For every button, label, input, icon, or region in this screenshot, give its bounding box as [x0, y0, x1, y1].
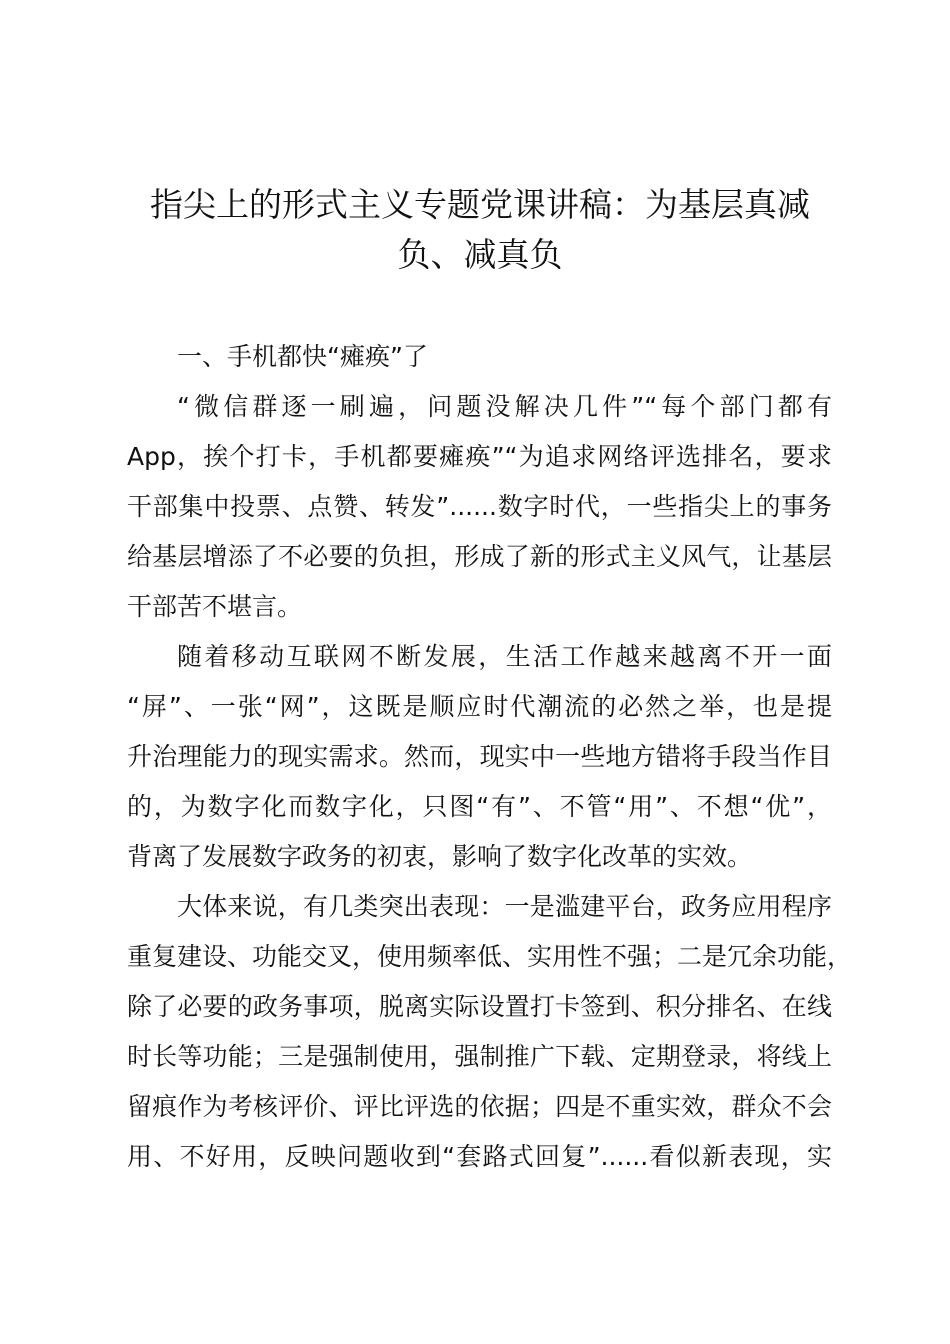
paragraph-line: 重复建设、功能交叉，使用频率低、实用性不强；二是冗余功能， [127, 942, 853, 971]
paragraph-line: 留痕作为考核评价、评比评选的依据；四是不重实效，群众不会 [127, 1092, 832, 1121]
paragraph-2 [127, 632, 832, 882]
paragraph-3 [127, 882, 853, 1182]
paragraph-line: 大体来说，有几类突出表现：一是滥建平台，政务应用程序 [177, 892, 832, 921]
document-title [110, 180, 850, 280]
paragraph-line: 随着移动互联网不断发展，生活工作越来越离不开一面 [177, 642, 832, 671]
paragraph-line: 给基层增添了不必要的负担，形成了新的形式主义风气，让基层 [127, 542, 832, 571]
section-heading: 一、手机都快“瘫痪”了 [177, 342, 428, 371]
paragraph-line: 用、不好用，反映问题收到“套路式回复”......看似新表现，实 [127, 1142, 832, 1171]
paragraph-line: 干部集中投票、点赞、转发”......数字时代，一些指尖上的事务 [127, 492, 832, 521]
title-line: 负、减真负 [397, 235, 563, 274]
paragraph-line: App，挨个打卡，手机都要瘫痪”“为追求网络评选排名，要求 [127, 442, 832, 471]
document-body [127, 332, 853, 1182]
paragraph-line: “微信群逐一刷遍，问题没解决几件”“每个部门都有 [177, 392, 832, 421]
paragraph-line: 升治理能力的现实需求。然而，现实中一些地方错将手段当作目 [127, 742, 832, 771]
paragraph-1 [127, 382, 832, 632]
title-line: 指尖上的形式主义专题党课讲稿：为基层真减 [150, 185, 810, 224]
paragraph-line: 时长等功能；三是强制使用，强制推广下载、定期登录，将线上 [127, 1042, 832, 1071]
paragraph-line: 除了必要的政务事项，脱离实际设置打卡签到、积分排名、在线 [127, 992, 832, 1021]
paragraph-line: 的，为数字化而数字化，只图“有”、不管“用”、不想“优”， [127, 792, 832, 821]
paragraph-line: “屏”、一张“网”，这既是顺应时代潮流的必然之举，也是提 [127, 692, 832, 721]
paragraph-line: 干部苦不堪言。 [127, 592, 303, 621]
paragraph-line: 背离了发展数字政务的初衷，影响了数字化改革的实效。 [127, 842, 753, 871]
